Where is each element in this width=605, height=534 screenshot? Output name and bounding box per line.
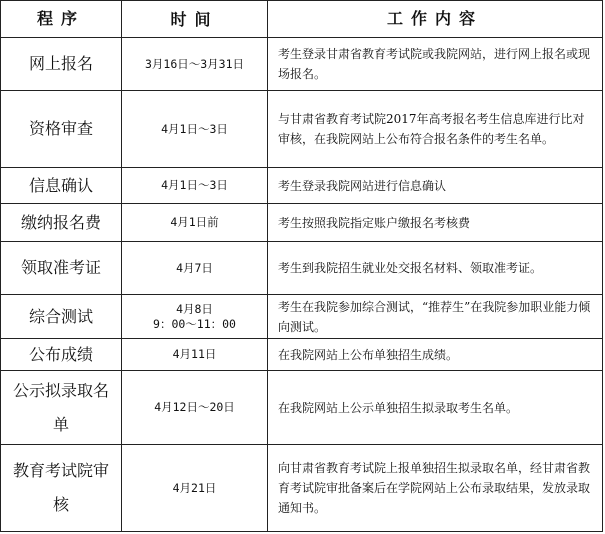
step-cell: 领取准考证	[1, 242, 122, 294]
content-cell: 在我院网站上公示单独招生拟录取考生名单。	[278, 400, 519, 415]
step-cell: 资格审查	[1, 91, 122, 167]
step-cell: 公布成绩	[1, 339, 122, 370]
step-cell: 缴纳报名费	[1, 204, 122, 241]
table-row	[1, 168, 602, 204]
table-row	[1, 204, 602, 242]
step-cell: 网上报名	[1, 38, 122, 90]
table-row	[1, 371, 602, 445]
header-time: 时间	[122, 1, 268, 37]
time-date: 4月8日	[176, 301, 213, 316]
content-cell: 向甘肃省教育考试院上报单独招生拟录取名单，经甘肃省教育考试院审批备案后在学院网站上公布录取结果，发放录取通知书。	[278, 461, 591, 515]
table-row	[1, 38, 602, 91]
time-cell: 4月12日～20日	[122, 371, 268, 444]
header-step: 程序	[1, 1, 122, 37]
time-cell: 4月11日	[122, 339, 268, 370]
step-cell: 综合测试	[1, 295, 122, 338]
time-cell: 4月1日前	[122, 204, 268, 241]
step-cell: 信息确认	[1, 168, 122, 203]
header-content: 工作内容	[386, 9, 483, 28]
content-cell: 在我院网站上公布单独招生成绩。	[278, 347, 459, 362]
content-cell: 考生在我院参加综合测试，“推荐生”在我院参加职业能力倾向测试。	[278, 299, 591, 334]
content-cell: 考生登录我院网站进行信息确认	[278, 178, 447, 193]
time-hours: 9：00～11：00	[153, 316, 236, 331]
time-cell	[122, 295, 268, 338]
table-row	[1, 339, 602, 371]
time-block	[153, 302, 236, 332]
time-cell: 3月16日～3月31日	[122, 38, 268, 90]
content-cell: 考生登录甘肃省教育考试院或我院网站，进行网上报名或现场报名。	[278, 47, 591, 81]
table-row	[1, 295, 602, 339]
content-cell: 考生按照我院指定账户缴报名考核费	[278, 215, 471, 230]
content-cell: 考生到我院招生就业处交报名材料、领取准考证。	[278, 261, 543, 275]
table-row	[1, 445, 602, 531]
step-cell: 教育考试院审核	[1, 445, 122, 531]
time-cell: 4月7日	[122, 242, 268, 294]
time-cell: 4月1日～3日	[122, 168, 268, 203]
time-cell: 4月1日～3日	[122, 91, 268, 167]
table-header-row	[1, 1, 602, 38]
content-cell: 与甘肃省教育考试院2017年高考报名考生信息库进行比对审核，在我院网站上公布符合报名条件的考生名单。	[278, 112, 585, 146]
table-row	[1, 91, 602, 168]
time-cell: 4月21日	[122, 445, 268, 531]
table-row	[1, 242, 602, 295]
step-cell: 公示拟录取名单	[1, 371, 122, 444]
